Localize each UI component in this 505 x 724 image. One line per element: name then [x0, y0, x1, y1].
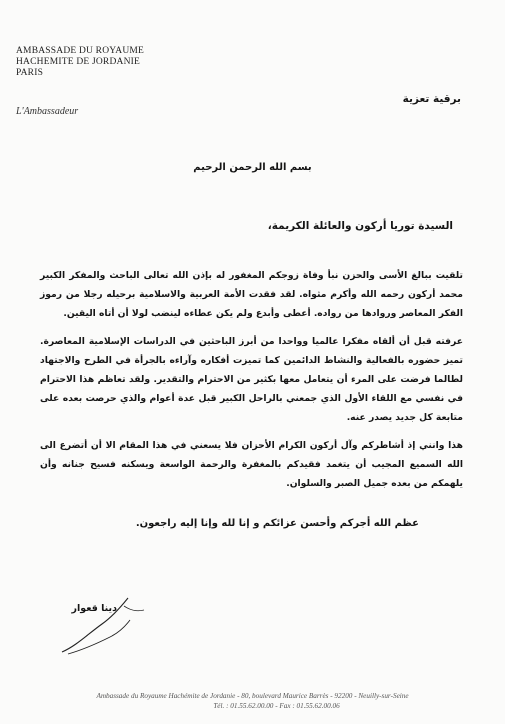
letter-title: برقية تعزية — [402, 93, 461, 105]
body-paragraph-3: هذا وانني إذ أشاطركم وآل أركون الكرام الأحزان فلا يسعني في هذا المقام الا أن أتضرع الى الله السميع المجيب أن يتغمد فقيدكم بالمغفرة والرحمة الواسعة ويسكنه فسيح جنانه وأن يلهمكم من بعده جميل الصبر والسلوان. — [40, 440, 463, 489]
basmala: بسم الله الرحمن الرحيم — [193, 162, 312, 173]
letterhead-line-1: AMBASSADE DU ROYAUME — [16, 46, 145, 56]
signature-name: دينا قعوار — [71, 603, 117, 614]
footer — [0, 691, 505, 711]
salutation: السيدة توريا أركون والعائلة الكريمة، — [267, 220, 453, 232]
letterhead-line-3: PARIS — [16, 68, 44, 78]
body-paragraph-1: تلقيت ببالغ الأسى والحزن نبأ وفاة زوجكم المغفور له بإذن الله تعالى الباحث والمفكر الكبير محمد أركون رحمه الله وأكرم مثواه. لقد فقدت الأمة العربية والاسلامية برحيله رجلا من رموز الفكر المعاصر وروادها من رواده. أعطى وأبدع ولم يكن عطاءه لينضب لولا أن أتاه اليقين. — [40, 270, 463, 319]
letterhead-line-2: HACHEMITE DE JORDANIE — [16, 57, 140, 67]
closing-line: عظم الله أجركم وأحسن عزائكم و إنا لله وإنا إليه راجعون. — [135, 518, 419, 529]
letter-body — [40, 266, 463, 502]
handwritten-signature — [58, 590, 168, 660]
letterhead — [16, 46, 144, 79]
body-paragraph-2: عرفته قبل أن ألقاه مفكرا عالميا وواحدا من أبرز الباحثين في الدراسات الإسلامية المعاصرة. تميز حضوره بالفعالية والنشاط الدائمين كما تميزت أفكاره وآراءه بالجرأة في الطرح والاجتهاد لطالما فرضت على المرء أن يتعامل معها بكثير من الاحترام والتقدير. ولقد تعاظم هذا الاحترام في نفسي مع اللقاء الأول الذي جمعني بالراحل الكبير قبل عدة أعوام والذي حرصت بعده على متابعة كل جديد يصدر عنه. — [40, 336, 463, 423]
footer-phone: Tél. : 01.55.62.00.00 - Fax : 01.55.62.00.06 — [213, 702, 340, 710]
sender-title: L'Ambassadeur — [16, 106, 79, 117]
footer-address: Ambassade du Royaume Hachémite de Jordanie - 80, boulevard Maurice Barrès - 92200 - Neuilly-sur-Seine — [96, 692, 409, 700]
